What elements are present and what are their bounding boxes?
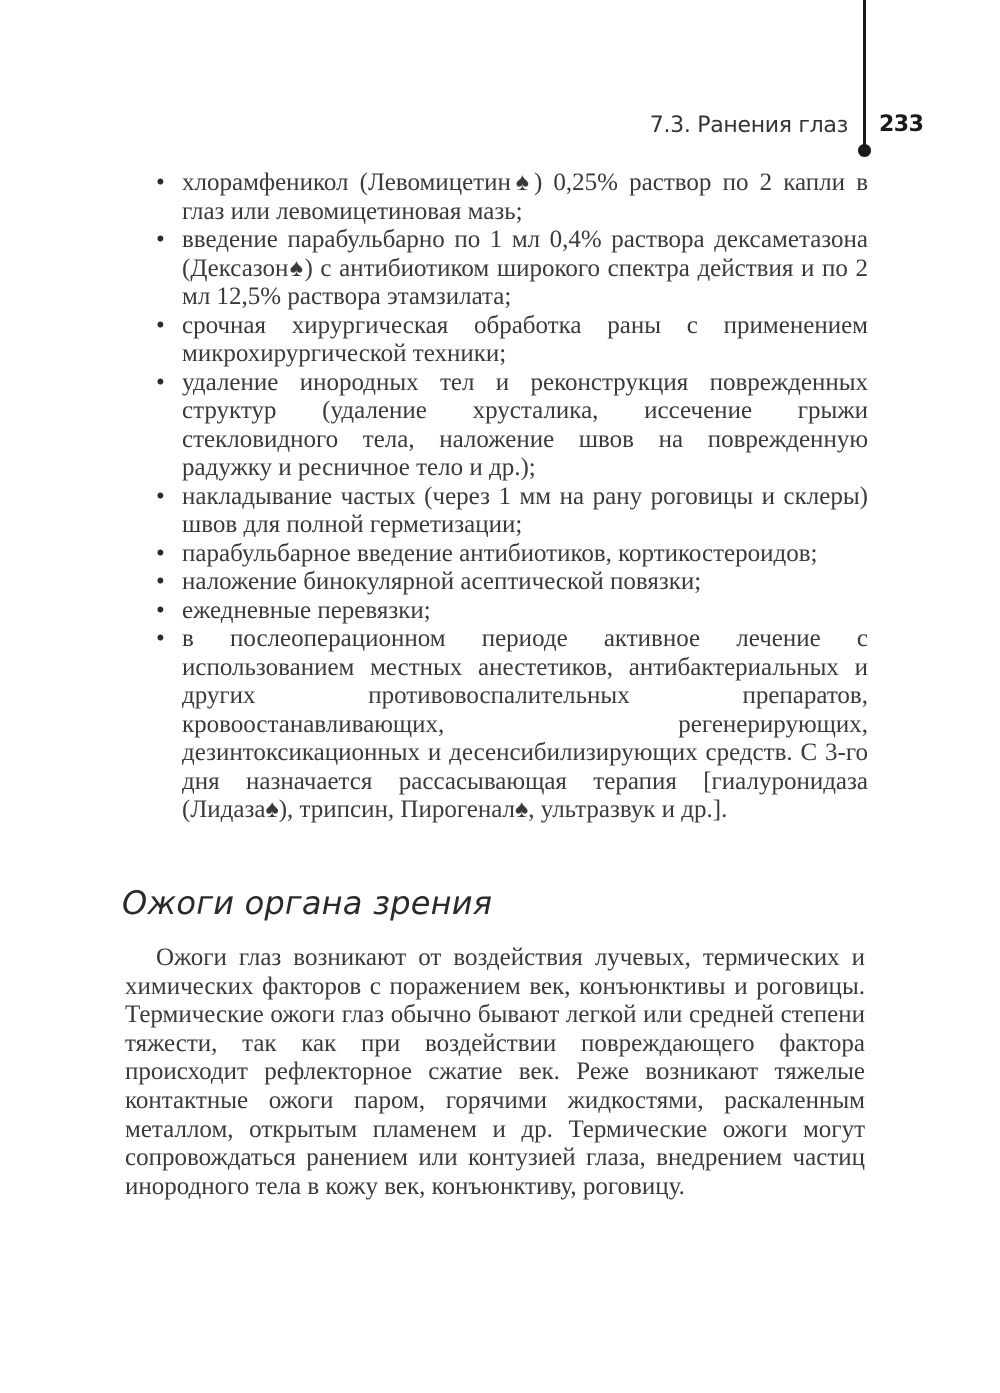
running-head: 7.3. Ранения глаз [649,113,848,138]
page-number: 233 [879,112,924,137]
bullet-icon: • [156,625,165,652]
list-item [156,226,868,312]
list-item-text: накладывание частых (через 1 мм на рану роговицы и склеры) швов для полной герметизации; [182,482,868,538]
list-item [156,568,868,597]
list-item-text: наложение бинокулярной асептической повязки; [182,568,702,595]
section-heading: Ожоги органа зрения [122,884,493,922]
bullet-icon: • [156,169,165,196]
bullet-icon: • [156,226,165,253]
list-item [156,312,868,369]
list-item-text: хлорамфеникол (Левомицетин♠) 0,25% раствор по 2 капли в глаз или левомицетиновая мазь; [182,169,868,225]
list-item [156,540,868,569]
bullet-icon: • [156,311,165,339]
list-item [156,169,868,226]
list-item-text: парабульбарное введение антибиотиков, кортикостероидов; [182,539,818,567]
list-item [156,597,868,626]
header-rule-dot [858,144,871,157]
list-item-text: в послеоперационном периоде активное лечение с использованием местных анестетиков, антибактериальных и других противовоспалительных препаратов, кровоостанавливающих, регенерирующих, дезинтоксикационных и десенсибилизирующих средств. С 3-го дня назначается рассасывающая терапия [гиалуронидаза (Лидаза♠), трипсин, Пирогенал♠, ультразвук и др.]. [182,625,868,823]
bullet-icon: • [156,568,165,595]
list-item [156,483,868,540]
list-item-text: введение парабульбарно по 1 мл 0,4% раствора дексаметазона (Дексазон♠) с антибиотиком широкого спектра действия и по 2 мл 12,5% раствора этамзилата; [182,226,868,310]
list-item-text: удаление инородных тел и реконструкция поврежденных структур (удаление хрусталика, иссечение грыжи стекловидного тела, наложение швов на поврежденную радужку и ресничное тело и др.); [182,368,868,481]
list-item [156,625,868,825]
bullet-icon: • [156,596,165,624]
bullet-icon: • [156,539,165,567]
list-item [156,369,868,483]
bullet-icon: • [156,482,165,510]
body-paragraph: Ожоги глаз возникают от воздействия лучевых, термических и химических факторов с поражением век, конъюнктивы и роговицы. Термические ожоги глаз обычно бывают легкой или средней степени тяжести, так как при воздействии повреждающего фактора происходит рефлекторное сжатие век. Реже возникают тяжелые контактные ожоги паром, горячими жидкостями, раскаленным металлом, открытым пламенем и др. Термические ожоги могут сопровождаться ранением или контузией глаза, внедрением частиц инородного тела в кожу век, конъюнктиву, роговицу. [125,944,865,1200]
list-item-text: срочная хирургическая обработка раны с применением микрохирургической техники; [182,311,868,367]
treatment-bullet-list [156,169,868,825]
header-vertical-rule [863,0,866,148]
list-item-text: ежедневные перевязки; [182,596,431,624]
bullet-icon: • [156,368,165,396]
